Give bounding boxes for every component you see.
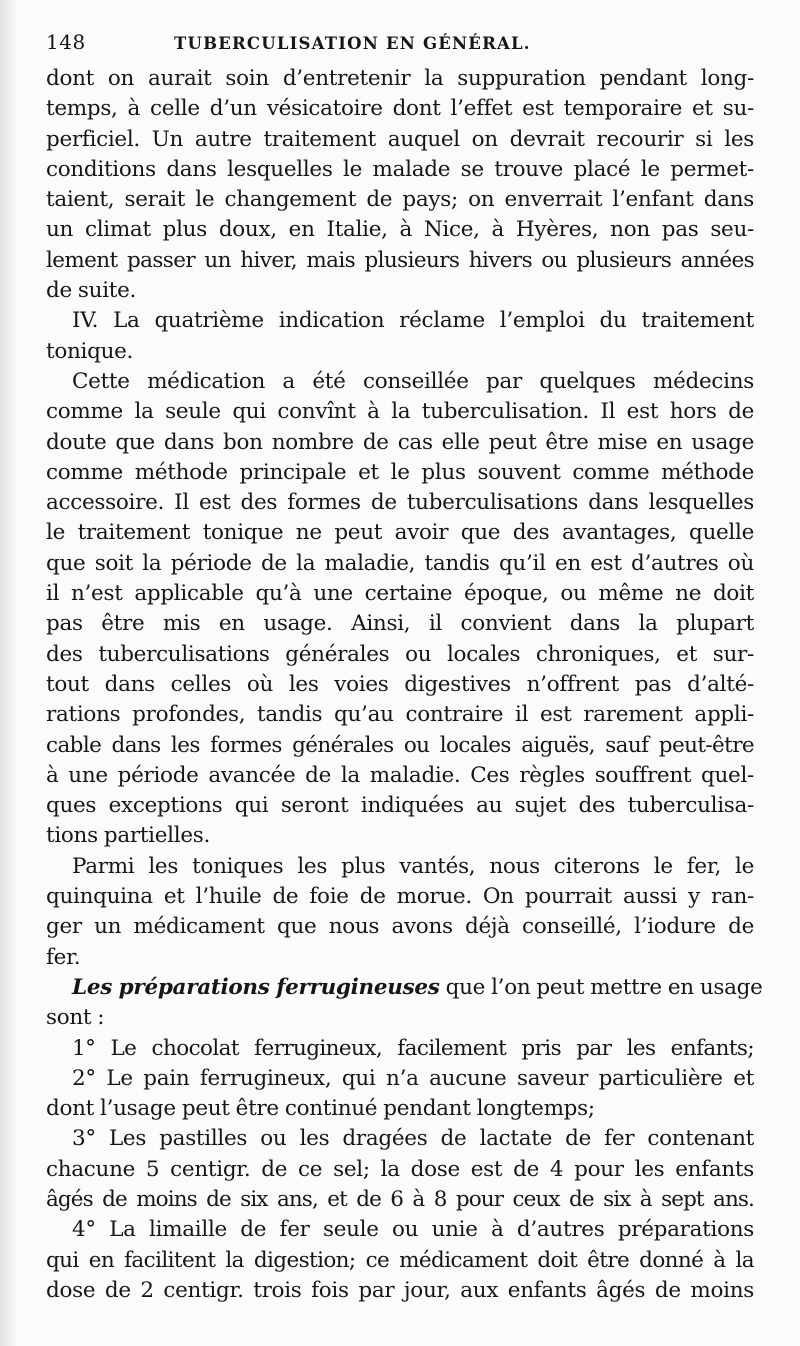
running-head <box>46 30 754 60</box>
text-line: il n’est applicable qu’à une certaine époque, ou même ne doit <box>46 581 754 607</box>
text-line <box>46 973 763 1003</box>
text-line: conditions dans lesquelles le malade se trouve placé le permet- <box>46 156 754 182</box>
text-line: dose de 2 centigr. trois fois par jour, aux enfants âgés de moins <box>46 1277 754 1303</box>
text-line: fer. <box>46 944 81 970</box>
text-line: accessoire. Il est des formes de tuberculisations dans lesquelles <box>46 490 754 516</box>
text-line: tions partielles. <box>46 823 211 849</box>
italic-phrase: Les préparations ferrugineuses <box>72 974 440 1000</box>
list-item: 4° La limaille de fer seule ou unie à d’autres préparations <box>72 1217 754 1243</box>
text-line: quinquina et l’huile de foie de morue. On pourrait aussi y ran- <box>46 884 754 910</box>
text-line: pas être mis en usage. Ainsi, il convient dans la plupart <box>46 611 754 637</box>
text-line: à une période avancée de la maladie. Ces règles souffrent quel- <box>46 762 754 788</box>
list-item: 1° Le chocolat ferrugineux, facilement pris par les enfants; <box>72 1035 754 1061</box>
body-text <box>46 64 763 1306</box>
text-line: des tuberculisations générales ou locales chroniques, et sur- <box>46 641 754 667</box>
text-line: dont l’usage peut être continué pendant longtemps; <box>46 1096 595 1122</box>
text-line: qui en facilitent la digestion; ce médicament doit être donné à la <box>46 1247 754 1273</box>
list-item: 2° Le pain ferrugineux, qui n’a aucune saveur particulière et <box>72 1065 754 1091</box>
text-line: lement passer un hiver, mais plusieurs hivers ou plusieurs années <box>46 247 754 273</box>
text-line: que soit la période de la maladie, tandis qu’il en est d’autres où <box>46 550 754 576</box>
text-line: Cette médication a été conseillée par quelques médecins <box>72 368 754 394</box>
text-line: cable dans les formes générales ou locales aiguës, sauf peut-être <box>46 732 754 758</box>
text-fragment: que l’on peut mettre en usage <box>445 974 763 1000</box>
text-line: doute que dans bon nombre de cas elle peut être mise en usage <box>46 429 754 455</box>
text-line: comme la seule qui convînt à la tuberculisation. Il est hors de <box>46 399 754 425</box>
list-item: 3° Les pastilles ou les dragées de lactate de fer contenant <box>72 1126 754 1152</box>
text-line: Parmi les toniques les plus vantés, nous citerons le fer, le <box>72 853 754 879</box>
text-line: comme méthode principale et le plus souvent comme méthode <box>46 459 754 485</box>
text-line: de suite. <box>46 278 137 304</box>
text-line: ques exceptions qui seront indiquées au sujet des tuberculisa- <box>46 793 754 819</box>
text-line: le traitement tonique ne peut avoir que des avantages, quelle <box>46 520 754 546</box>
text-line: ger un médicament que nous avons déjà conseillé, l’iodure de <box>46 914 754 940</box>
text-line: chacune 5 centigr. de ce sel; la dose est de 4 pour les enfants <box>46 1156 754 1182</box>
text-line: tout dans celles où les voies digestives n’offrent pas d’alté- <box>46 671 754 697</box>
running-title: TUBERCULISATION EN GÉNÉRAL. <box>174 34 531 53</box>
text-line: rations profondes, tandis qu’au contraire il est rarement appli- <box>46 702 754 728</box>
text-line: temps, à celle d’un vésicatoire dont l’effet est temporaire et su- <box>46 96 754 122</box>
text-line: âgés de moins de six ans, et de 6 à 8 pour ceux de six à sept ans. <box>46 1186 754 1212</box>
text-line: un climat plus doux, en Italie, à Nice, à Hyères, non pas seu- <box>46 217 754 243</box>
text-line: sont : <box>46 1005 105 1031</box>
page-number: 148 <box>46 30 86 54</box>
text-line: taient, serait le changement de pays; on enverrait l’enfant dans <box>46 187 754 213</box>
text-line: perficiel. Un autre traitement auquel on devrait recourir si les <box>46 126 754 152</box>
text-line: IV. La quatrième indication réclame l’emploi du traitement <box>72 308 754 334</box>
text-line: dont on aurait soin d’entretenir la suppuration pendant long- <box>46 66 754 91</box>
text-line: tonique. <box>46 338 134 364</box>
